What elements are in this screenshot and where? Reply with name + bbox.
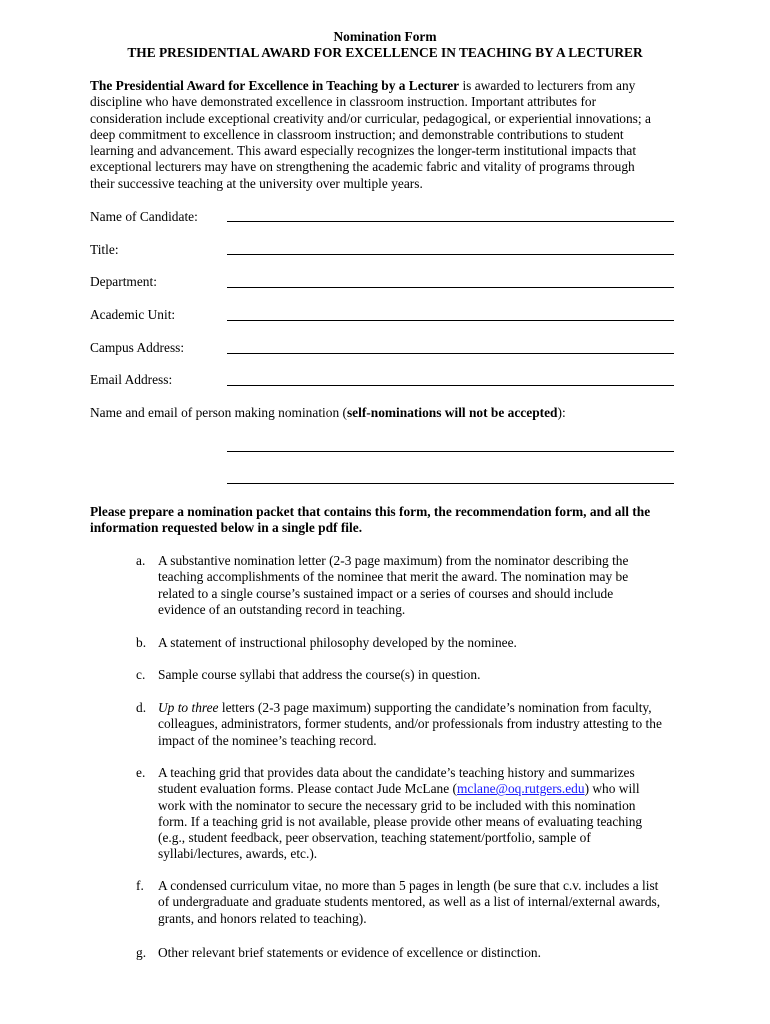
item-letter: f. bbox=[136, 878, 144, 893]
item-line: A condensed curriculum vitae, no more than 5 pages in length (be sure that c.v. includes a list bbox=[158, 878, 659, 893]
item-a-text bbox=[158, 553, 688, 618]
intro-line: learning and advancement. This award especially recognizes the longer-term institutional impacts that bbox=[90, 143, 637, 159]
award-title: THE PRESIDENTIAL AWARD FOR EXCELLENCE IN TEACHING BY A LECTURER bbox=[127, 45, 643, 60]
item-letter: g. bbox=[136, 945, 147, 960]
item-line: work with the nominator to secure the necessary grid to be included with this nomination bbox=[158, 797, 636, 813]
item-letter: a. bbox=[136, 553, 146, 568]
item-line: syllabi/lectures, awards, etc.). bbox=[158, 846, 318, 862]
title-field[interactable] bbox=[227, 254, 674, 255]
nominator-label-end: ): bbox=[557, 405, 566, 420]
department-label: Department: bbox=[90, 274, 157, 289]
item-line bbox=[158, 781, 688, 797]
candidate-name-label: Name of Candidate: bbox=[90, 209, 198, 224]
department-field[interactable] bbox=[227, 287, 674, 288]
nominator-email-field[interactable] bbox=[227, 483, 674, 484]
item-d-text bbox=[158, 700, 688, 749]
item-line bbox=[158, 700, 688, 716]
item-line: form. If a teaching grid is not available, please provide other means of evaluating teaching bbox=[158, 813, 643, 829]
packet-line: Please prepare a nomination packet that contains this form, the recommendation form, and all the bbox=[90, 504, 651, 519]
item-line: A substantive nomination letter (2-3 page maximum) from the nominator describing the bbox=[158, 553, 629, 568]
intro-paragraph bbox=[90, 78, 690, 192]
item-line: (e.g., student feedback, peer observation, teaching statement/portfolio, sample of bbox=[158, 830, 591, 846]
form-title: Nomination Form bbox=[333, 29, 437, 44]
email-address-field[interactable] bbox=[227, 385, 674, 386]
item-line: evidence of an outstanding record in teaching. bbox=[158, 601, 406, 617]
campus-address-label: Campus Address: bbox=[90, 340, 185, 355]
intro-line bbox=[90, 78, 690, 94]
item-e-text bbox=[158, 765, 688, 863]
intro-line: discipline who have demonstrated excellence in classroom instruction. Important attributes for bbox=[90, 94, 597, 110]
item-line: A teaching grid that provides data about the candidate’s teaching history and summarizes bbox=[158, 765, 635, 780]
self-nomination-warning: self-nominations will not be accepted bbox=[346, 405, 558, 420]
item-letter: b. bbox=[136, 635, 147, 650]
intro-line: deep commitment to excellence in classroom instruction; and demonstrable contributions to student bbox=[90, 126, 624, 142]
nominator-label-start: Name and email of person making nomination ( bbox=[90, 405, 347, 420]
email-address-label: Email Address: bbox=[90, 372, 173, 387]
item-b-text: A statement of instructional philosophy developed by the nominee. bbox=[158, 635, 517, 650]
item-line: colleagues, administrators, former students, and/or professionals from industry attesting to the bbox=[158, 716, 662, 732]
academic-unit-field[interactable] bbox=[227, 320, 674, 321]
title-label: Title: bbox=[90, 242, 119, 257]
item-line-rest: letters (2-3 page maximum) supporting the candidate’s nomination from faculty, bbox=[218, 700, 652, 715]
item-c-text: Sample course syllabi that address the course(s) in question. bbox=[158, 667, 481, 682]
nominator-name-field[interactable] bbox=[227, 451, 674, 452]
contact-text: student evaluation forms. Please contact Jude McLane ( bbox=[158, 781, 457, 797]
academic-unit-label: Academic Unit: bbox=[90, 307, 176, 322]
intro-line-rest: is awarded to lecturers from any bbox=[459, 78, 636, 93]
item-line: grants, and honors related to teaching). bbox=[158, 910, 367, 926]
item-line: related to a single course’s sustained impact or a series of courses and should include bbox=[158, 585, 614, 601]
item-line: teaching accomplishments of the nominee that merit the award. The nomination may be bbox=[158, 569, 629, 585]
packet-line: information requested below in a single pdf file. bbox=[90, 520, 363, 536]
intro-line: their successive teaching at the university over multiple years. bbox=[90, 175, 423, 191]
intro-line: consideration include exceptional creativity and/or curricular, pedagogical, or experiential innovations; a bbox=[90, 110, 651, 126]
candidate-name-field[interactable] bbox=[227, 221, 674, 222]
item-f-text bbox=[158, 878, 688, 927]
item-letter: d. bbox=[136, 700, 147, 715]
nominator-label bbox=[90, 405, 690, 421]
item-letter: c. bbox=[136, 667, 146, 682]
intro-line: exceptional lecturers may have on strengthening the academic fabric and vitality of programs through bbox=[90, 159, 635, 175]
contact-text-end: ) who will bbox=[584, 781, 640, 797]
item-g-text: Other relevant brief statements or evidence of excellence or distinction. bbox=[158, 945, 541, 960]
packet-instructions bbox=[90, 504, 690, 537]
item-letter: e. bbox=[136, 765, 146, 780]
contact-email-link[interactable]: mclane@oq.rutgers.edu bbox=[456, 781, 585, 797]
item-line: impact of the nominee’s teaching record. bbox=[158, 732, 377, 748]
campus-address-field[interactable] bbox=[227, 353, 674, 354]
item-line: of undergraduate and graduate students mentored, as well as a list of internal/external awards, bbox=[158, 894, 661, 910]
award-name: The Presidential Award for Excellence in Teaching by a Lecturer bbox=[90, 78, 460, 93]
up-to-three-emphasis: Up to three bbox=[158, 700, 219, 715]
